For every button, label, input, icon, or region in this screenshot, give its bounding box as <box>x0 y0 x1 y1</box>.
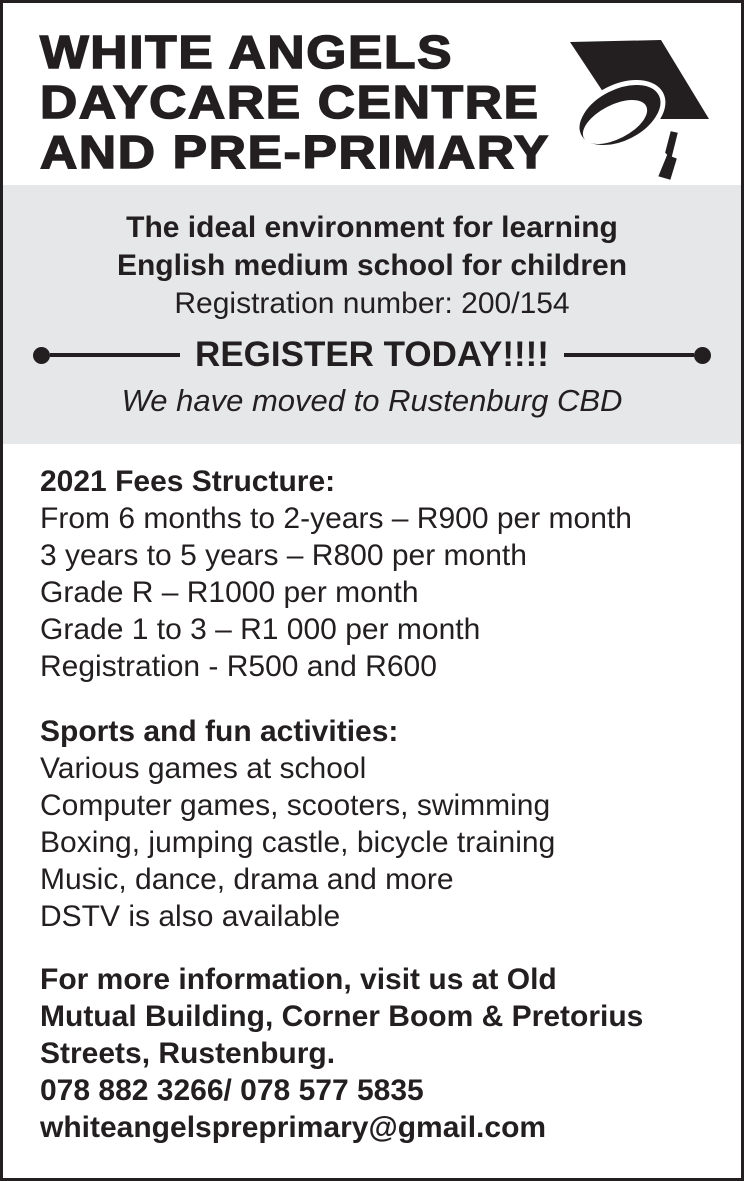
fee-line: 3 years to 5 years – R800 per month <box>40 539 527 572</box>
activity-line: Computer games, scooters, swimming <box>40 789 551 822</box>
graduation-cap-icon <box>565 33 715 183</box>
intro-banner <box>3 185 741 444</box>
left-bullet-dot <box>33 347 50 364</box>
fee-line: Grade 1 to 3 – R1 000 per month <box>40 613 481 646</box>
activities-section <box>40 713 717 935</box>
contact-section <box>40 961 717 1146</box>
activity-line: Various games at school <box>40 752 367 785</box>
business-name-line-3: AND PRE-PRIMARY <box>40 126 550 178</box>
fees-heading: 2021 Fees Structure: <box>40 465 336 498</box>
fee-line: Grade R – R1000 per month <box>40 576 419 609</box>
moved-notice: We have moved to Rustenburg CBD <box>121 383 623 418</box>
right-bullet-dot <box>694 347 711 364</box>
activity-line: DSTV is also available <box>40 900 341 933</box>
address-line: Streets, Rustenburg. <box>40 1037 336 1070</box>
address-line: Mutual Building, Corner Boom & Pretorius <box>40 1000 644 1033</box>
banner-tagline: The ideal environment for learning <box>126 211 618 244</box>
address-line: For more information, visit us at Old <box>40 963 557 996</box>
right-rule-line <box>564 353 694 357</box>
fees-section <box>40 463 717 685</box>
fee-line: Registration - R500 and R600 <box>40 650 437 683</box>
left-rule-line <box>50 353 180 357</box>
activity-line: Music, dance, drama and more <box>40 863 454 896</box>
fee-line: From 6 months to 2-years – R900 per month <box>40 502 632 535</box>
banner-subtitle: English medium school for children <box>116 249 628 282</box>
business-name-line-1: WHITE ANGELS <box>40 26 454 78</box>
activities-heading: Sports and fun activities: <box>40 715 399 748</box>
registration-number: Registration number: 200/154 <box>174 287 570 320</box>
register-cta: REGISTER TODAY!!!! <box>195 335 549 374</box>
business-name <box>40 27 550 177</box>
register-cta-row <box>3 335 741 375</box>
business-name-line-2: DAYCARE CENTRE <box>40 76 540 128</box>
phone-numbers: 078 882 3266/ 078 577 5835 <box>40 1074 424 1107</box>
activity-line: Boxing, jumping castle, bicycle training <box>40 826 556 859</box>
email-address: whiteangelspreprimary@gmail.com <box>40 1111 547 1144</box>
